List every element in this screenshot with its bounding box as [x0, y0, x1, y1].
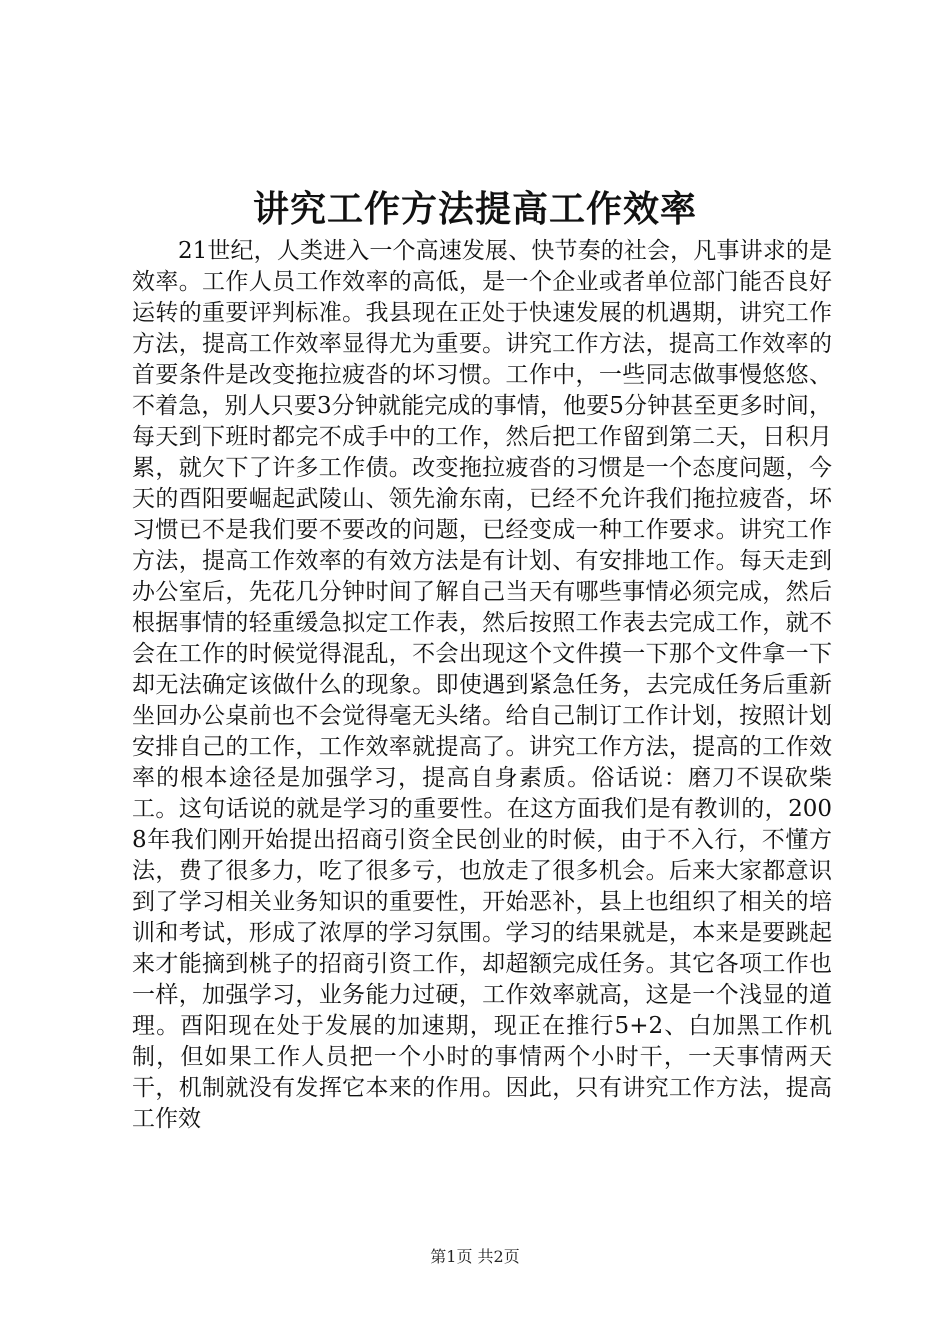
body-paragraph: 21世纪，人类进入一个高速发展、快节奏的社会，凡事讲求的是效率。工作人员工作效率的高低，是一个企业或者单位部门能否良好运转的重要评判标准。我县现在正处于快速发展的机遇期，讲究工作方法，提高工作效率显得尤为重要。讲究工作方法，提高工作效率的首要条件是改变拖拉疲沓的坏习惯。工作中，一些同志做事慢悠悠、不着急，别人只要3分钟就能完成的事情，他要5分钟甚至更多时间，每天到下班时都完不成手中的工作，然后把工作留到第二天，日积月累，就欠下了许多工作债。改变拖拉疲沓的习惯是一个态度问题，今天的酉阳要崛起武陵山、领先渝东南，已经不允许我们拖拉疲沓，坏习惯已不是我们要不要改的问题，已经变成一种工作要求。讲究工作方法，提高工作效率的有效方法是有计划、有安排地工作。每天走到办公室后，先花几分钟时间了解自己当天有哪些事情必须完成，然后根据事情的轻重缓急拟定工作表，然后按照工作表去完成工作，就不会在工作的时候觉得混乱，不会出现这个文件摸一下那个文件拿一下却无法确定该做什么的现象。即使遇到紧急任务，去完成任务后重新坐回办公桌前也不会觉得毫无头绪。给自己制订工作计划，按照计划安排自己的工作，工作效率就提高了。讲究工作方法，提高的工作效率的根本途径是加强学习，提高自身素质。俗话说：磨刀不误砍柴工。这句话说的就是学习的重要性。在这方面我们是有教训的，2008年我们刚开始提出招商引资全民创业的时候，由于不入行，不懂方法，费了很多力，吃了很多亏，也放走了很多机会。后来大家都意识到了学习相关业务知识的重要性，开始恶补，县上也组织了相关的培训和考试，形成了浓厚的学习氛围。学习的结果就是，本来是要跳起来才能摘到桃子的招商引资工作，却超额完成任务。其它各项工作也一样，加强学习，业务能力过硬，工作效率就高，这是一个浅显的道理。酉阳现在处于发展的加速期，现正在推行5+2、白加黑工作机制，但如果工作人员把一个小时的事情两个小时干，一天事情两天干，机制就没有发挥它本来的作用。因此，只有讲究工作方法，提高工作效 [132, 238, 832, 1132]
page-footer: 第1页 共2页 [430, 1247, 520, 1266]
document-title: 讲究工作方法提高工作效率 [252, 188, 697, 230]
